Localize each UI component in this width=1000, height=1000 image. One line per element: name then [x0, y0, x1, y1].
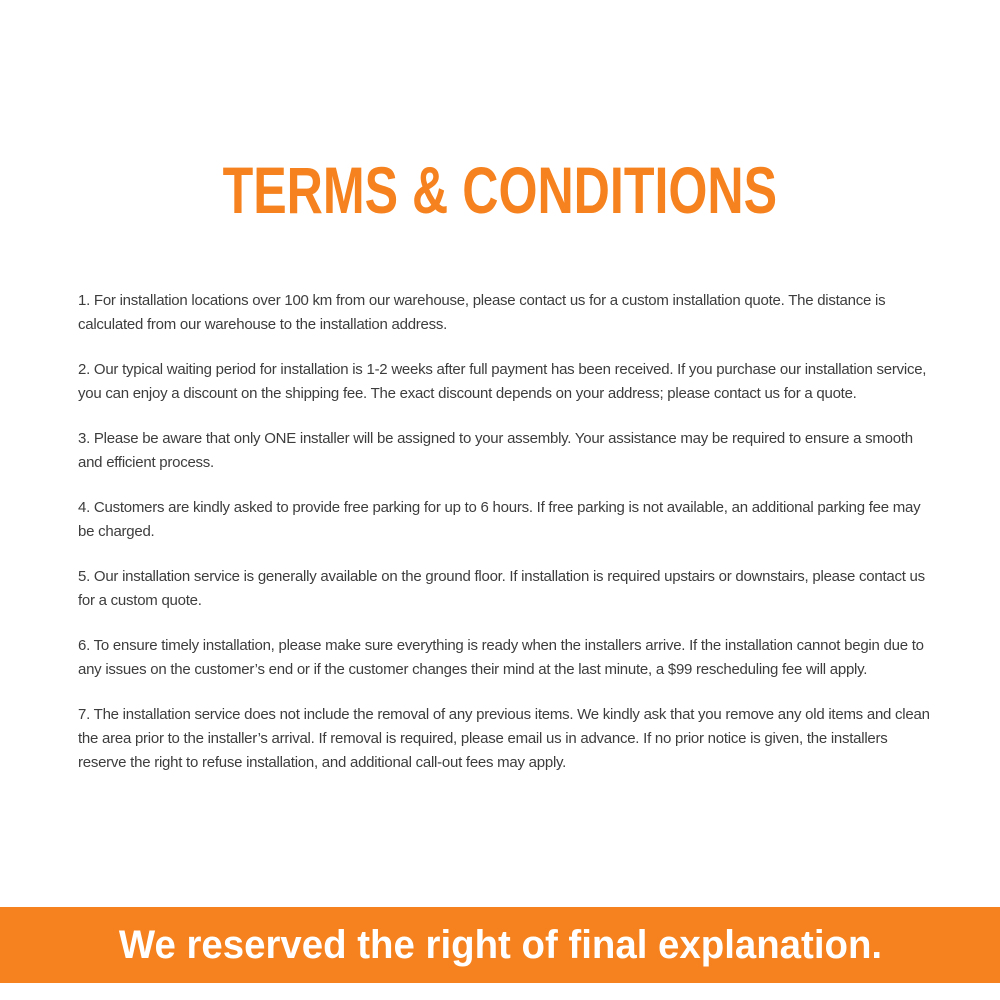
page-title-wrap: [0, 153, 1000, 227]
term-item-3: 3. Please be aware that only ONE installer will be assigned to your assembly. Your assistance may be required to ensure a smooth and efficient process.: [78, 430, 913, 471]
term-item-4: 4. Customers are kindly asked to provide free parking for up to 6 hours. If free parking is not available, an additional parking fee may be charged.: [78, 499, 921, 540]
term-item-7: 7. The installation service does not include the removal of any previous items. We kindly ask that you remove any old items and clean the area prior to the installer’s arrival. If removal is required, please email us in advance. If no prior notice is given, the installers reserve the right to refuse installation, and additional call-out fees may apply.: [78, 706, 930, 771]
term-item-2: 2. Our typical waiting period for installation is 1-2 weeks after full payment has been received. If you purchase our installation service, you can enjoy a discount on the shipping fee. The exact discount depends on your address; please contact us for a quote.: [78, 361, 927, 402]
footer-banner: [0, 907, 1000, 983]
term-item-5: 5. Our installation service is generally available on the ground floor. If installation is required upstairs or downstairs, please contact us for a custom quote.: [78, 568, 925, 609]
page-title: TERMS & CONDITIONS: [222, 153, 778, 227]
term-item-1: 1. For installation locations over 100 km from our warehouse, please contact us for a custom installation quote. The distance is calculated from our warehouse to the installation address.: [78, 292, 886, 333]
term-item-6: 6. To ensure timely installation, please make sure everything is ready when the installers arrive. If the installation cannot begin due to any issues on the customer’s end or if the customer changes their mind at the last minute, a $99 rescheduling fee will apply.: [78, 637, 924, 678]
terms-list: [78, 289, 938, 796]
footer-text: We reserved the right of final explanation.: [118, 923, 882, 967]
